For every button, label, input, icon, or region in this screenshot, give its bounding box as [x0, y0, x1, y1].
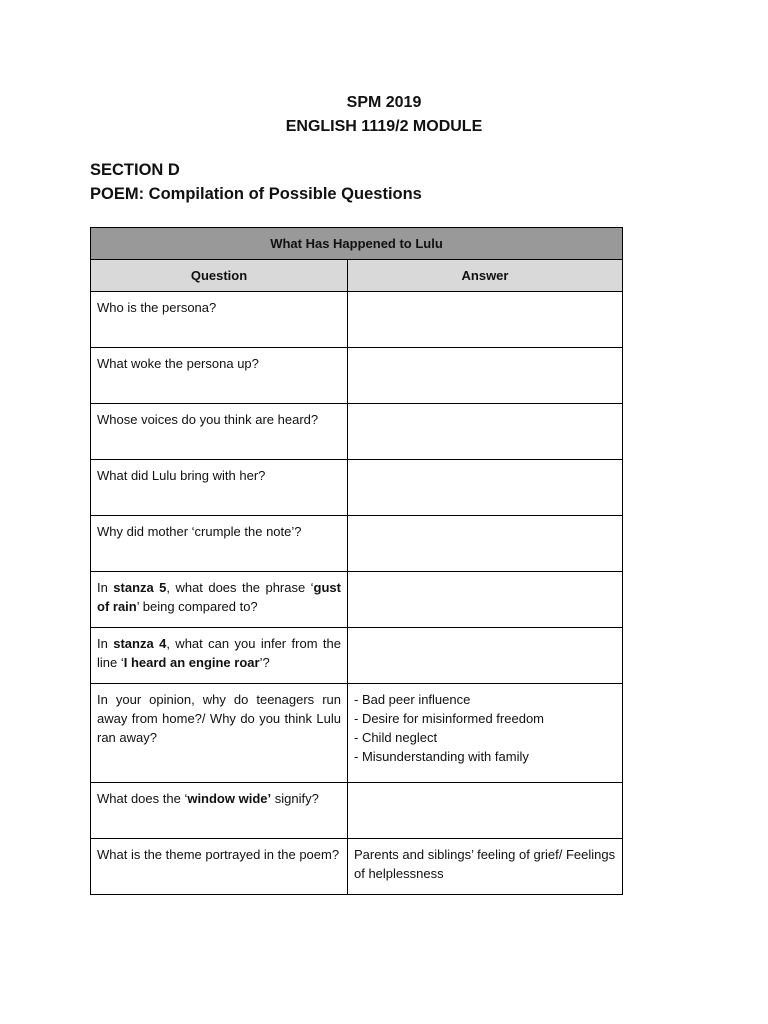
table-row	[91, 348, 623, 404]
answer-cell	[348, 292, 623, 348]
question-text: What does the ‘window wide’ signify?	[97, 791, 319, 806]
question-cell	[91, 292, 348, 348]
table-row	[91, 292, 623, 348]
answer-cell	[348, 783, 623, 839]
table-title-row	[91, 228, 623, 260]
answer-item: - Desire for misinformed freedom	[354, 711, 544, 726]
question-cell	[91, 684, 348, 783]
question-cell	[91, 516, 348, 572]
section-label: SECTION D	[90, 161, 180, 179]
answer-text	[348, 783, 622, 793]
question-text: In your opinion, why do teenagers run away from home?/ Why do you think Lulu ran away?	[97, 692, 341, 745]
answer-text	[348, 292, 622, 302]
question-text: Why did mother ‘crumple the note’?	[97, 524, 302, 539]
section-subtitle: POEM: Compilation of Possible Questions	[90, 185, 422, 203]
questions-table	[90, 227, 623, 895]
table-row	[91, 684, 623, 783]
table-header-row	[91, 260, 623, 292]
question-text: In stanza 5, what does the phrase ‘gust of rain’ being compared to?	[97, 580, 341, 614]
question-cell	[91, 348, 348, 404]
answer-item: - Misunderstanding with family	[354, 749, 529, 764]
question-cell	[91, 628, 348, 684]
question-cell	[91, 572, 348, 628]
question-text: What is the theme portrayed in the poem?	[97, 847, 340, 862]
answer-text	[348, 348, 622, 358]
answer-item: - Bad peer influence	[354, 692, 471, 707]
table-row	[91, 572, 623, 628]
table-row	[91, 516, 623, 572]
table-row	[91, 783, 623, 839]
question-cell	[91, 460, 348, 516]
answer-cell	[348, 516, 623, 572]
answer-cell	[348, 684, 623, 783]
answer-text	[348, 404, 622, 414]
table-row	[91, 628, 623, 684]
question-cell	[91, 783, 348, 839]
answer-cell	[348, 628, 623, 684]
question-cell	[91, 839, 348, 895]
question-column-header: Question	[91, 260, 348, 292]
answer-cell	[348, 460, 623, 516]
table-row	[91, 839, 623, 895]
answer-cell	[348, 348, 623, 404]
answer-cell	[348, 404, 623, 460]
question-text: What did Lulu bring with her?	[97, 468, 266, 483]
answer-list	[348, 684, 622, 770]
answer-item: - Child neglect	[354, 730, 438, 745]
table-row	[91, 460, 623, 516]
answer-cell	[348, 839, 623, 895]
poem-title: What Has Happened to Lulu	[91, 228, 623, 260]
question-text: Who is the persona?	[97, 300, 217, 315]
answer-text	[348, 628, 622, 638]
answer-cell	[348, 572, 623, 628]
document-title: SPM 2019	[346, 94, 422, 111]
module-title: ENGLISH 1119/2 MODULE	[285, 118, 483, 135]
question-text: Whose voices do you think are heard?	[97, 412, 319, 427]
answer-text: Parents and siblings’ feeling of grief/ Feelings of helplessness	[354, 847, 616, 881]
answer-column-header: Answer	[348, 260, 623, 292]
question-cell	[91, 404, 348, 460]
answer-text	[348, 572, 622, 582]
question-text: In stanza 4, what can you infer from the line ‘I heard an engine roar’?	[97, 636, 341, 670]
answer-text	[348, 516, 622, 526]
table-row	[91, 404, 623, 460]
answer-text	[348, 460, 622, 470]
question-text: What woke the persona up?	[97, 356, 259, 371]
